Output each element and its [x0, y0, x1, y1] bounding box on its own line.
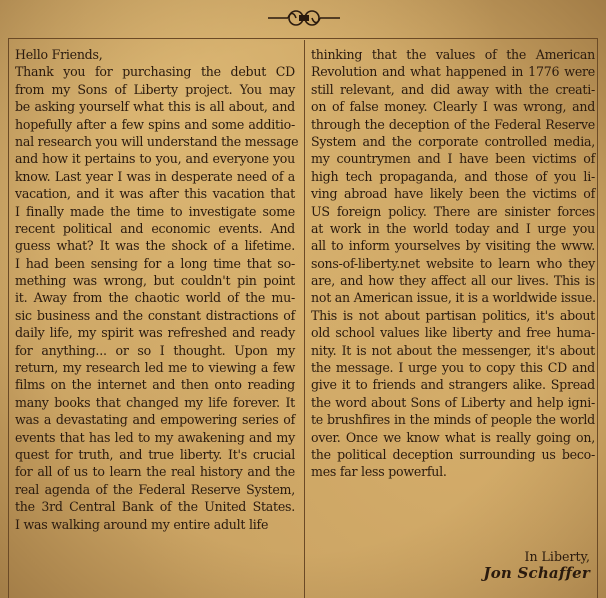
signature: Jon Schaffer — [483, 564, 590, 582]
letter-line: return, my research led me to viewing a few — [15, 360, 295, 376]
letter-line: ving abroad have likely been the victims of — [311, 186, 595, 202]
letter-line: be asking yourself what this is all about, and — [15, 99, 295, 115]
letter-line: from my Sons of Liberty project. You may — [15, 81, 295, 97]
letter-line: high tech propaganda, and those of you li- — [311, 168, 595, 184]
letter-line: the message. I urge you to copy this CD and — [311, 360, 595, 376]
letter-line: US foreign policy. There are sinister forces — [311, 203, 595, 219]
letter-line: still relevant, and did away with the creati- — [311, 81, 595, 97]
letter-line: was a devastating and empowering series of — [15, 412, 295, 428]
letter-line: the word about Sons of Liberty and help igni- — [311, 394, 595, 410]
letter-line: and how it pertains to you, and everyone you — [15, 151, 295, 167]
letter-line: vacation, and it was after this vacation that — [15, 186, 295, 202]
letter-line: films on the internet and then onto reading — [15, 377, 295, 393]
letter-line: not an American issue, it is a worldwide issue. — [311, 290, 596, 306]
ornament-icon — [266, 4, 342, 32]
letter-line: know. Last year I was in desperate need of a — [15, 168, 295, 184]
letter-line: sons-of-liberty.net website to learn who they — [311, 255, 595, 271]
letter-line: give it to friends and strangers alike. Spread — [311, 377, 595, 393]
letter-line: quest for truth, and true liberty. It's crucial — [15, 446, 295, 462]
letter-line: Hello Friends, — [15, 47, 103, 62]
letter-line: mething was wrong, but couldn't pin point — [15, 273, 295, 289]
letter-line: on of false money. Clearly I was wrong, and — [311, 99, 595, 115]
letter-line: nal research you will understand the message — [15, 133, 299, 149]
column-divider — [304, 40, 305, 598]
letter-line: through the deception of the Federal Reserve — [311, 116, 595, 132]
letter-line: sic business and the constant distractions of — [15, 307, 295, 323]
letter-line: events that has led to my awakening and my — [15, 429, 295, 445]
letter-signoff — [483, 548, 590, 582]
letter-line: System and the corporate controlled media, — [311, 133, 595, 149]
letter-line: real agenda of the Federal Reserve System, — [15, 481, 295, 497]
letter-line: for anything... or so I thought. Upon my — [15, 342, 295, 358]
letter-line: over. Once we know what is really going on, — [311, 429, 595, 445]
letter-line: I finally made the time to investigate some — [15, 203, 295, 219]
letter-line: for all of us to learn the real history and the — [15, 464, 295, 480]
letter-line: hopefully after a few spins and some additio- — [15, 116, 295, 132]
letter-right-column — [311, 46, 595, 481]
letter-line: thinking that the values of the American — [311, 47, 595, 62]
letter-line: old school values like liberty and free huma- — [311, 325, 595, 341]
letter-line: are, and how they affect all our lives. This is — [311, 273, 595, 289]
letter-line: the political deception surrounding us beco- — [311, 446, 595, 462]
letter-line: daily life, my spirit was refreshed and ready — [15, 325, 295, 341]
letter-line: the 3rd Central Bank of the United States. — [15, 499, 295, 515]
letter-left-column — [15, 46, 299, 533]
closing-text: In Liberty, — [524, 549, 590, 564]
letter-line: recent political and economic events. And — [15, 220, 295, 236]
letter-line: all to inform yourselves by visiting the www. — [311, 238, 595, 254]
letter-line: Revolution and what happened in 1776 were — [311, 64, 595, 80]
letter-line: I had been sensing for a long time that so- — [15, 255, 295, 271]
letter-line: mes far less powerful. — [311, 464, 447, 480]
letter-line: te brushfires in the minds of people the world — [311, 412, 595, 428]
letter-line: many books that changed my life forever. It — [15, 394, 295, 410]
letter-line: at work in the world today and I urge you — [311, 220, 595, 236]
letter-line: Thank you for purchasing the debut CD — [15, 64, 295, 80]
letter-line: This is not about partisan politics, it's about — [311, 307, 595, 323]
letter-line: guess what? It was the shock of a lifetime. — [15, 238, 295, 254]
letter-line: nity. It is not about the messenger, it's about — [311, 342, 595, 358]
letter-line: I was walking around my entire adult life — [15, 516, 269, 532]
letter-line: my countrymen and I have been victims of — [311, 151, 595, 167]
letter-line: it. Away from the chaotic world of the mu- — [15, 290, 295, 306]
